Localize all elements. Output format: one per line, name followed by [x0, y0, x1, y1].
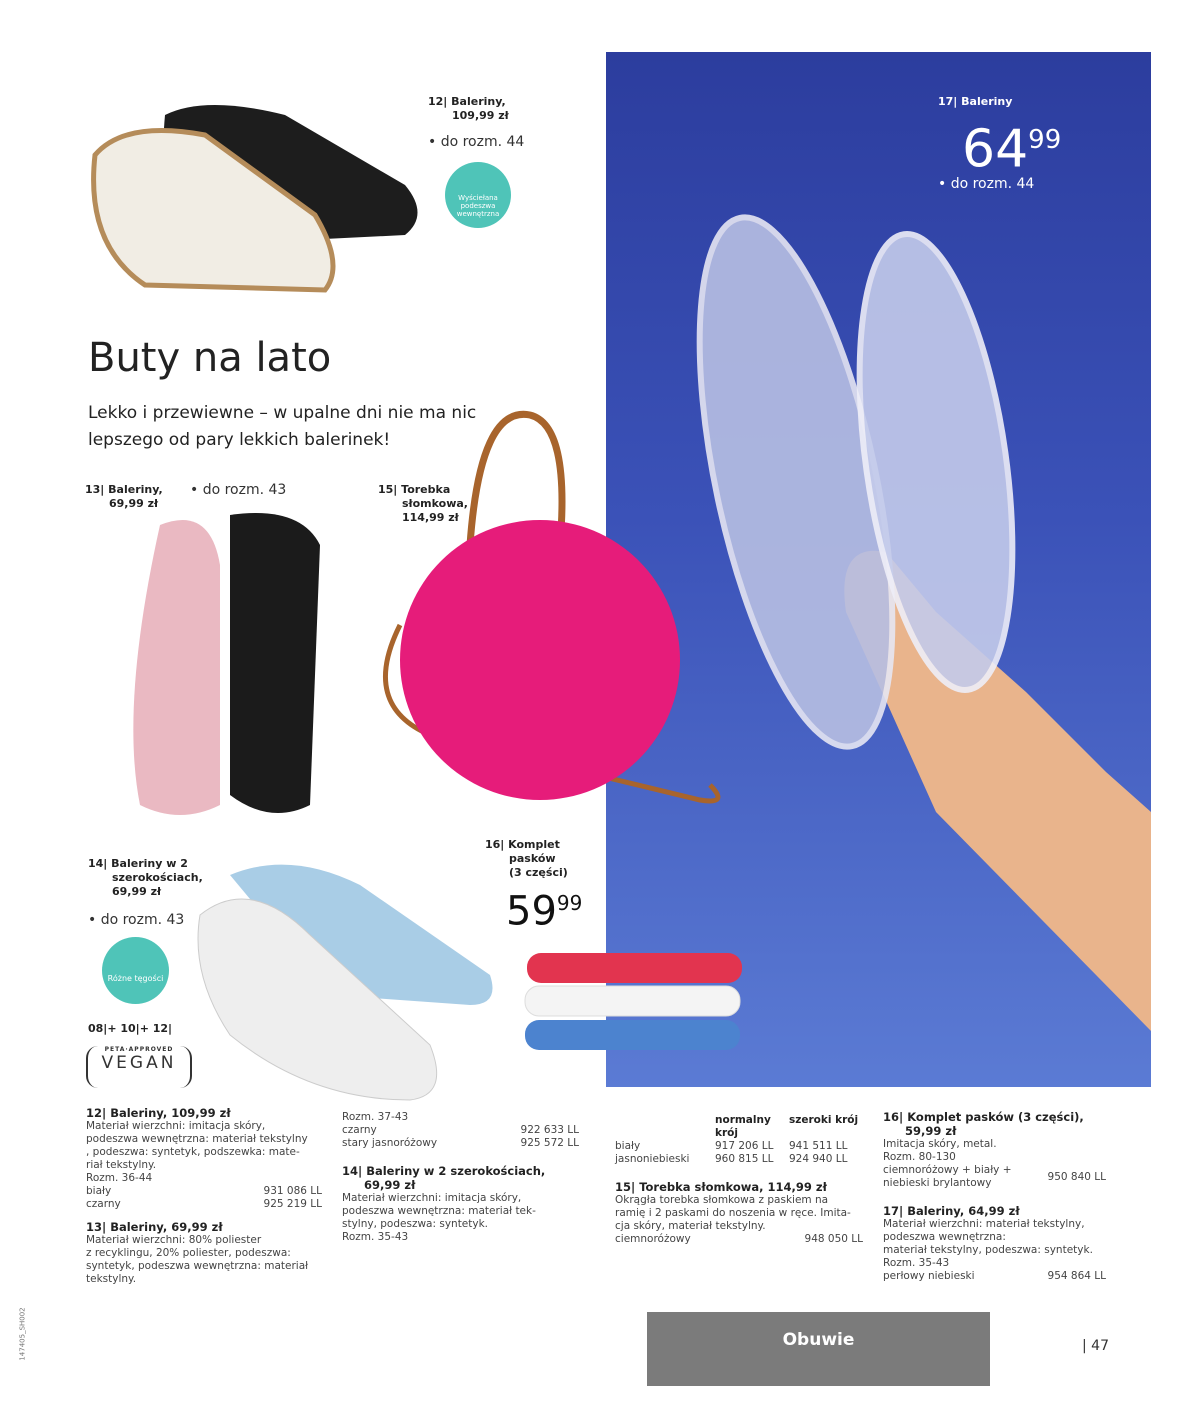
p14-size: • do rozm. 43 [88, 912, 185, 928]
item-codes-line: 08|+ 10|+ 12| [88, 1022, 173, 1035]
vegan-logo: PETA·APPROVED VEGAN [86, 1046, 192, 1088]
p17-label: 17| Baleriny [938, 95, 1013, 108]
p16-belts-image [522, 948, 747, 1068]
p16-price: $59^{99}$ [506, 888, 583, 935]
p17-price: $64^{99}$ [962, 119, 1062, 180]
p16-label: 16| Komplet pasków (3 części) [485, 838, 568, 879]
details-p13-p14: Rozm. 37-43 czarny 922 633 LL stary jasnoróżowy 925 572 LL 14| Baleriny w 2 szerokościach, 69,99 zł Materiał wierzchni: imitacja skóry, podeszwa wewnętrzna: materiał tek- stylny, podeszwa: syntetyk. Rozm. 35-43 [342, 1111, 579, 1243]
section-tab-obuwie[interactable]: Obuwie [647, 1312, 990, 1386]
details-p12-p13: 12| Baleriny, 109,99 zł Materiał wierzchni: imitacja skóry, podeszwa wewnętrzna: materiał tekstylny , podeszwa: syntetyk, podszewka: mate- riał tekstylny. Rozm. 36-44 biały 931 086 LL czarny 925 219 LL 13| Baleriny, 69,99 zł Materiał wierzchni: 80% poliester z recyklingu, 20% poliester, podeszwa: syntetyk, podeszwa wewnętrzna: materiał tekstylny. [86, 1106, 322, 1285]
p12-size: • do rozm. 44 [428, 134, 525, 150]
p12-label: 12| Baleriny, 109,99 zł [428, 95, 509, 122]
p15-label: 15| Torebka słomkowa, 114,99 zł [378, 483, 468, 524]
p15-bag-image [370, 405, 730, 820]
p13-shoes-image [100, 505, 340, 830]
p13-size: • do rozm. 43 [190, 482, 287, 498]
widths-badge: Różne tęgości [102, 937, 169, 1004]
p14-shoes-image [190, 855, 500, 1105]
details-p14-p15: normalny krój szeroki krój biały 917 206 LL 941 511 LL jasnoniebieski 960 815 LL 924 940 LL 15| Torebka słomkowa, 114,99 zł Okrągła torebka słomkowa z paskiem na ramię i 2 paskami do noszenia w ręce. Imita- cja skóry, materiał tekstylny. ciemnoróżowy 948 050 LL [615, 1114, 863, 1245]
p12-shoes-image [85, 95, 430, 305]
catalog-code: 147405_SH002 [18, 1307, 27, 1361]
p14-label: 14| Baleriny w 2 szerokościach, 69,99 zł [88, 857, 203, 898]
cushioned-insole-badge: Wyściełana podeszwa wewnętrzna [445, 162, 511, 228]
page-heading: Buty na lato [88, 335, 332, 381]
p17-size: • do rozm. 44 [938, 176, 1035, 192]
intro-text: Lekko i przewiewne – w upalne dni nie ma nic lepszego od pary lekkich balerinek! [88, 403, 477, 450]
p13-label: 13| Baleriny, 69,99 zł [85, 483, 163, 510]
page-number: | 47 [1082, 1338, 1109, 1354]
details-p16-p17: 16| Komplet pasków (3 części), 59,99 zł Imitacja skóry, metal. Rozm. 80-130 ciemnoróżowy + biały + niebieski brylantowy 950 840 LL 17| Baleriny, 64,99 zł Materiał wierzchni: materiał tekstylny, podeszwa wewnętrzna: materiał tekstylny, podeszwa: syntetyk. Rozm. 35-43 perłowy niebieski 954 864 LL [883, 1110, 1106, 1282]
